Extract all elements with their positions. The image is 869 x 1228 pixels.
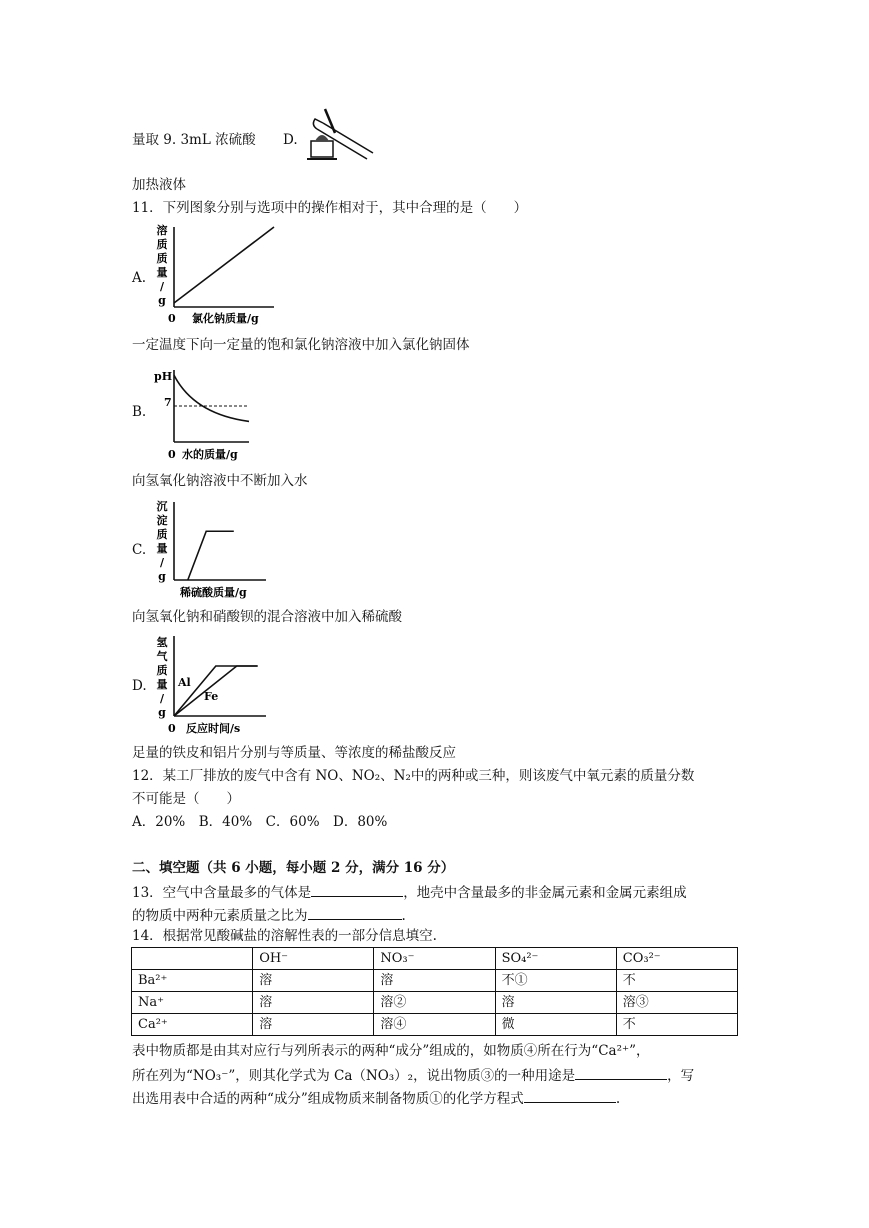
table-header-cell: SO₄²⁻ [495,948,616,970]
chart-a-ylabel-char: 质 [156,238,168,251]
q14-line-2 [132,1065,694,1085]
table-cell: 溶④ [374,1014,495,1036]
q13-blank-1[interactable] [311,882,403,897]
chart-c-ylabel-char: 量 [156,542,168,555]
q11-option-a-caption: 一定温度下向一定量的饱和氯化钠溶液中加入氯化钠固体 [132,337,470,353]
q13-blank-2[interactable] [308,905,402,920]
chart-c-series-line [188,531,234,580]
chart-a-ylabel-char: 溶 [156,224,168,237]
chart-d-origin: 0 [168,722,176,735]
section-2-heading: 二、填空题（共 6 小题，每小题 2 分，满分 16 分） [132,860,455,876]
q10-option-c-text: 量取 9. 3mL 浓硫酸 [132,132,256,148]
table-cell: 溶 [374,970,495,992]
chart-b-tick-7: 7 [164,396,172,409]
q14-text-3a: 出选用表中合适的两种“成分”组成物质来制备物质①的化学方程式 [132,1091,524,1107]
table-cell: 溶③ [616,992,737,1014]
chart-b-series-curve [174,375,249,421]
chart-d-label-al: Al [178,676,191,689]
table-cell: 溶 [253,992,374,1014]
chart-c-ylabel-char: g [158,570,166,583]
chart-a-xlabel: 氯化钠质量/g [192,312,259,325]
chart-c-ylabel-char: 质 [156,528,168,541]
chart-d-ylabel-char: 质 [156,664,168,677]
table-cell: 不① [495,970,616,992]
table-cell: 不 [616,1014,737,1036]
chart-c-ylabel-char: 淀 [156,514,168,527]
table-cell: 微 [495,1014,616,1036]
q13-line-1 [132,882,687,902]
chart-d-ylabel-char: 气 [156,650,168,663]
heating-liquid-icon [305,107,377,165]
q14-line-3 [132,1088,620,1108]
chart-d-ylabel-char: g [158,706,166,719]
chart-d [152,634,272,739]
q12-options: A．20% B．40% C．60% D．80% [132,814,388,830]
chart-a-origin: 0 [168,312,176,325]
q11-option-c-caption: 向氢氧化钠和硝酸钡的混合溶液中加入稀硫酸 [132,609,402,625]
chart-a-ylabel-char: 量 [156,266,168,279]
table-header-row [132,948,738,970]
table-header-cell: CO₃²⁻ [616,948,737,970]
q11-option-d-caption: 足量的铁皮和铝片分别与等质量、等浓度的稀盐酸反应 [132,745,456,761]
chart-d-ylabel-char: 量 [156,678,168,691]
q13-text-3: 的物质中两种元素质量之比为 [132,908,308,924]
chart-a-ylabel-char: 质 [156,252,168,265]
chart-b-xlabel: 水的质量/g [182,448,238,461]
q14-text-1: 表中物质都是由其对应行与列所表示的两种“成分”组成的，如物质④所在行为“Ca²⁺”， [132,1043,650,1059]
q11-option-d-label: D. [132,678,147,694]
chart-c-ylabel-char: / [159,556,165,569]
chart-d-ylabel-char: 氢 [156,636,168,649]
table-cell: 溶② [374,992,495,1014]
table-row [132,970,738,992]
chart-a-series-line [174,227,274,303]
q11-option-a-label: A. [132,270,147,286]
q12-stem-2: 不可能是（ ） [132,791,240,807]
table-cell: 溶 [495,992,616,1014]
q11-option-b-label: B. [132,404,147,420]
chart-b [152,362,257,467]
q13-text-2: ，地壳中含量最多的非金属元素和金属元素组成 [403,885,687,901]
chart-c-ylabel-char: 沉 [156,500,168,513]
table-header-cell: NO₃⁻ [374,948,495,970]
q14-text-2b: ，写 [667,1068,695,1084]
q11-option-c-label: C. [132,542,147,558]
q12-stem-1: 12．某工厂排放的废气中含有 NO、NO₂、N₂中的两种或三种，则该废气中氧元素的质量分数 [132,768,695,784]
q13-text-4: . [401,908,406,924]
q14-stem: 14．根据常见酸碱盐的溶解性表的一部分信息填空. [132,928,437,944]
table-header-cell [132,948,253,970]
table-cell: Ba²⁺ [132,970,253,992]
chart-b-ylabel: pH [154,370,173,383]
q14-text-2a: 所在列为“NO₃⁻”，则其化学式为 Ca（NO₃）₂，说出物质③的一种用途是 [132,1068,576,1084]
q11-option-b-caption: 向氢氧化钠溶液中不断加入水 [132,473,308,489]
q13-line-2 [132,905,406,925]
table-cell: 不 [616,970,737,992]
q10-option-d-text: 加热液体 [132,177,186,193]
chart-a [152,222,282,327]
q14-text-3b: . [615,1091,621,1107]
table-row [132,992,738,1014]
q13-text-1: 13．空气中含量最多的气体是 [132,885,312,901]
table-row [132,1014,738,1036]
chart-c [152,498,272,603]
chart-a-ylabel-char: / [159,280,165,293]
chart-a-ylabel-char: g [158,294,166,307]
table-cell: Na⁺ [132,992,253,1014]
q14-blank-1[interactable] [575,1065,667,1080]
chart-d-label-fe: Fe [204,690,219,703]
q10-option-d-label: D. [283,132,298,148]
table-cell: Ca²⁺ [132,1014,253,1036]
table-header-cell: OH⁻ [253,948,374,970]
table-cell: 溶 [253,1014,374,1036]
q11-stem: 11．下列图象分别与选项中的操作相对于，其中合理的是（ ） [132,200,528,216]
table-cell: 溶 [253,970,374,992]
solubility-table [131,947,738,1036]
chart-d-ylabel-char: / [159,692,165,705]
q14-blank-2[interactable] [524,1088,616,1103]
chart-b-origin: 0 [168,448,176,461]
chart-c-xlabel: 稀硫酸质量/g [180,586,247,599]
chart-d-xlabel: 反应时间/s [186,722,241,735]
